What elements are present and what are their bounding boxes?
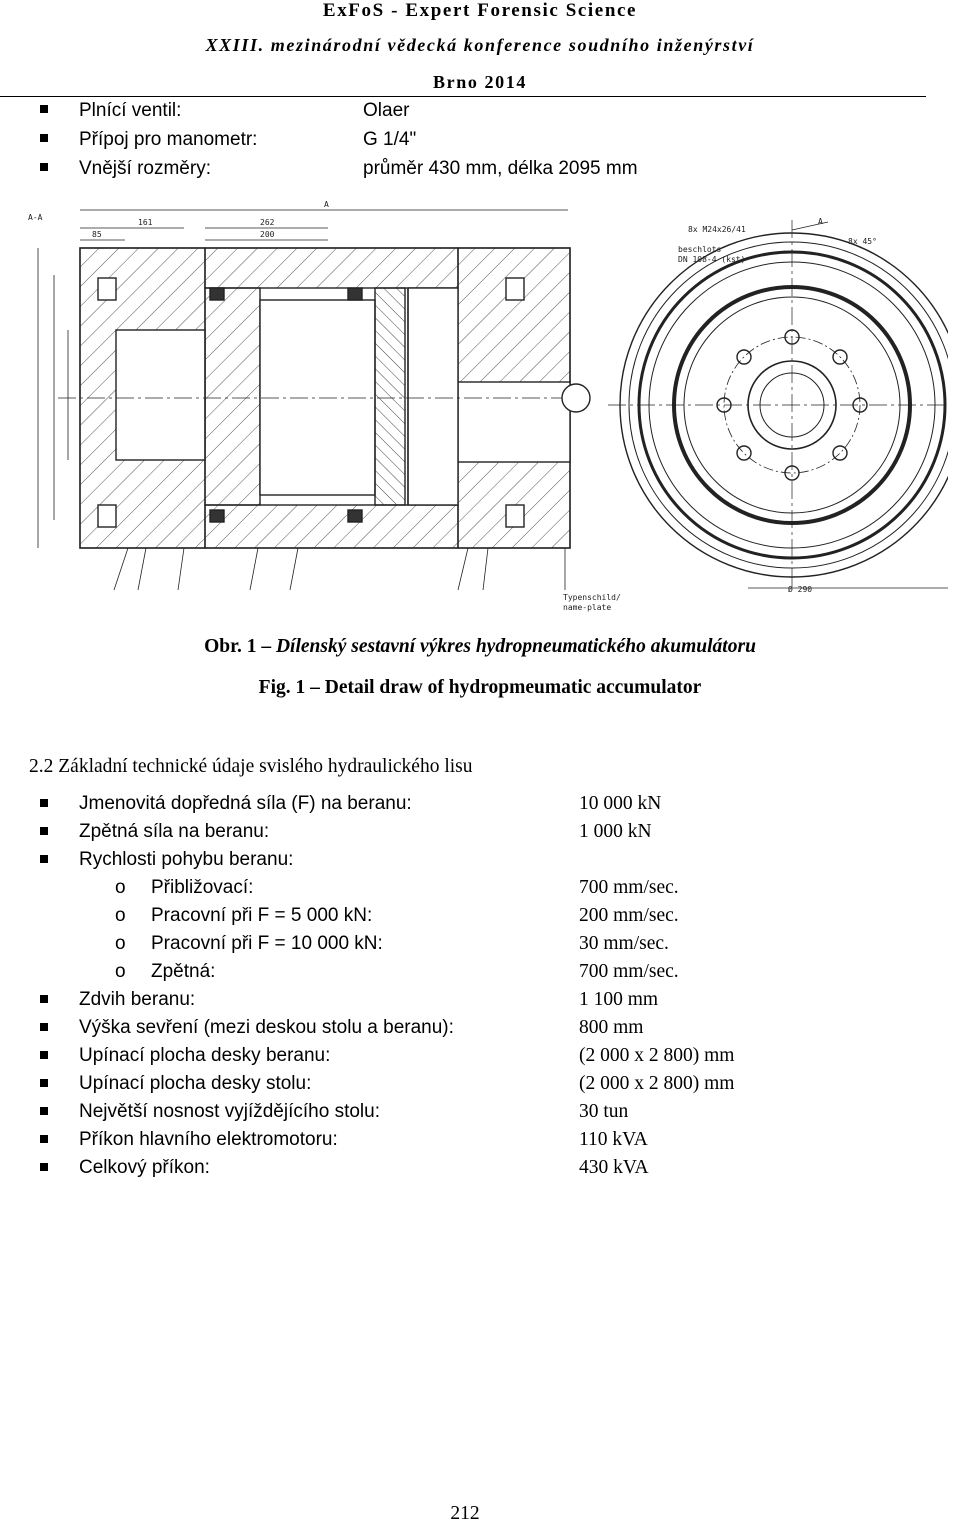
sub-bullet-circle-icon: o bbox=[115, 905, 126, 926]
bullet-square-icon bbox=[40, 163, 48, 171]
accumulator-technical-drawing bbox=[28, 200, 948, 618]
section-label: A-A bbox=[28, 213, 43, 222]
bullet-square-icon bbox=[40, 799, 48, 807]
spec-value: (2 000 x 2 800) mm bbox=[579, 1045, 735, 1066]
list-item-value: průměr 430 mm, délka 2095 mm bbox=[363, 158, 638, 179]
spec-label: Pracovní při F = 10 000 kN: bbox=[151, 933, 383, 954]
end-view bbox=[608, 220, 948, 590]
spec-value: 430 kVA bbox=[579, 1157, 649, 1178]
spec-label: Zpětná: bbox=[151, 961, 216, 982]
bullet-square-icon bbox=[40, 1107, 48, 1115]
spec-value: 30 mm/sec. bbox=[579, 933, 669, 954]
sub-bullet-circle-icon: o bbox=[115, 933, 126, 954]
conference-header-subtitle: XXIII. mezinárodní vědecká konference soudního inženýrství bbox=[205, 35, 755, 55]
spec-label: Přibližovací: bbox=[151, 877, 254, 898]
conference-header-title: ExFoS - Expert Forensic Science bbox=[322, 0, 638, 21]
list-item-label: Vnější rozměry: bbox=[79, 158, 211, 179]
spec-label: Příkon hlavního elektromotoru: bbox=[79, 1129, 338, 1150]
list-item-label: Plnící ventil: bbox=[79, 100, 182, 121]
page-number: 212 bbox=[450, 1503, 480, 1524]
spec-label: Jmenovitá dopředná síla (F) na beranu: bbox=[79, 793, 412, 814]
dim-200: 200 bbox=[260, 230, 275, 239]
plate-label-2: name-plate bbox=[563, 603, 612, 612]
spec-label: Celkový příkon: bbox=[79, 1157, 210, 1178]
header-rule bbox=[0, 96, 926, 97]
view-a-label: A bbox=[818, 217, 823, 226]
spec-label: Pracovní při F = 5 000 kN: bbox=[151, 905, 373, 926]
bullet-square-icon bbox=[40, 1163, 48, 1171]
spec-value: (2 000 x 2 800) mm bbox=[579, 1073, 735, 1094]
note-line-2: DN 108-4 (kst) bbox=[678, 255, 746, 264]
conference-header-place-year: Brno 2014 bbox=[433, 72, 527, 92]
bullet-square-icon bbox=[40, 995, 48, 1003]
plate-label-1: Typenschild/ bbox=[563, 593, 621, 602]
list-item-label: Přípoj pro manometr: bbox=[79, 129, 258, 150]
sub-bullet-circle-icon: o bbox=[115, 877, 126, 898]
section-heading: 2.2 Základní technické údaje svislého hydraulického lisu bbox=[29, 756, 473, 777]
bullet-square-icon bbox=[40, 1051, 48, 1059]
figure-caption-czech: Obr. 1 – Dílenský sestavní výkres hydropneumatického akumulátoru bbox=[204, 636, 756, 657]
spec-value: 200 mm/sec. bbox=[579, 905, 679, 926]
bullet-square-icon bbox=[40, 105, 48, 113]
dim-161: 161 bbox=[138, 218, 153, 227]
dim-top-a: A bbox=[324, 200, 329, 209]
list-item-value: G 1/4" bbox=[363, 129, 417, 150]
spec-value: 10 000 kN bbox=[579, 793, 662, 814]
bullet-square-icon bbox=[40, 1135, 48, 1143]
spec-value: 30 tun bbox=[579, 1101, 629, 1122]
thread-label: 8x M24x26/41 bbox=[688, 225, 746, 234]
bullet-square-icon bbox=[40, 1079, 48, 1087]
dia-290-label: Ø 290 bbox=[788, 585, 813, 594]
angle-label: 8x 45° bbox=[848, 237, 877, 246]
spec-label: Zdvih beranu: bbox=[79, 989, 196, 1010]
dim-85: 85 bbox=[92, 230, 102, 239]
dim-262: 262 bbox=[260, 218, 275, 227]
list-item-value: Olaer bbox=[363, 100, 410, 121]
spec-value: 1 100 mm bbox=[579, 989, 659, 1010]
spec-value: 110 kVA bbox=[579, 1129, 648, 1150]
figure-caption-english: Fig. 1 – Detail draw of hydropmeumatic accumulator bbox=[258, 677, 702, 698]
bullet-square-icon bbox=[40, 134, 48, 142]
note-line-1: beschlots bbox=[678, 245, 722, 254]
spec-label: Upínací plocha desky beranu: bbox=[79, 1045, 331, 1066]
bullet-square-icon bbox=[40, 1023, 48, 1031]
bullet-square-icon bbox=[40, 827, 48, 835]
spec-value: 1 000 kN bbox=[579, 821, 652, 842]
spec-value: 800 mm bbox=[579, 1017, 644, 1038]
spec-value: 700 mm/sec. bbox=[579, 877, 679, 898]
spec-label: Rychlosti pohybu beranu: bbox=[79, 849, 294, 870]
spec-value: 700 mm/sec. bbox=[579, 961, 679, 982]
bullet-square-icon bbox=[40, 855, 48, 863]
sub-bullet-circle-icon: o bbox=[115, 961, 126, 982]
spec-label: Upínací plocha desky stolu: bbox=[79, 1073, 312, 1094]
spec-label: Výška sevření (mezi deskou stolu a beranu): bbox=[79, 1017, 454, 1038]
section-view bbox=[38, 210, 590, 590]
spec-label: Zpětná síla na beranu: bbox=[79, 821, 270, 842]
spec-label: Největší nosnost vyjíždějícího stolu: bbox=[79, 1101, 380, 1122]
